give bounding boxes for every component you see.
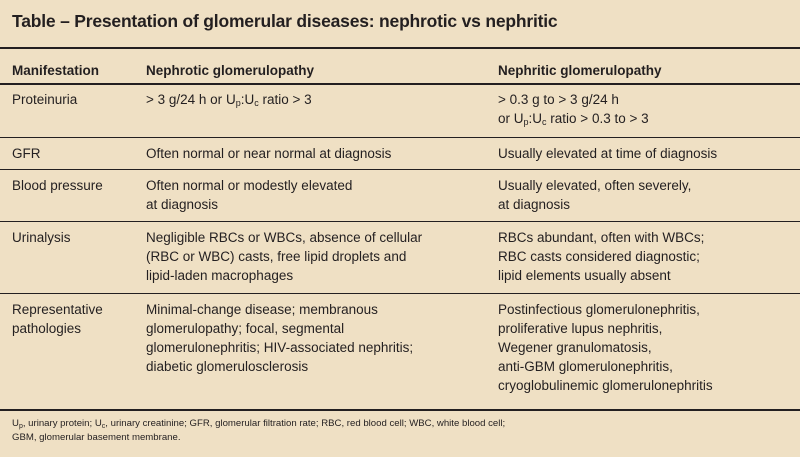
cell-line: > 0.3 g to > 3 g/24 h — [498, 92, 619, 107]
cell-line: Wegener granulomatosis, — [498, 340, 652, 355]
cell-line: or $U_p:U_c$ ratio > 0.3 to > 3 — [498, 111, 649, 127]
cell-manifestation — [12, 228, 71, 247]
cell-line: cryoglobulinemic glomerulonephritis — [498, 378, 713, 393]
footnote-line: $U_p$, urinary protein; $U_c$, urinary creatinine; GFR, glomerular filtration rate; RBC, red blood cell; WBC, white blood cell; — [12, 418, 506, 430]
row-separator — [0, 293, 800, 294]
cell-line: Blood pressure — [12, 178, 103, 193]
cell-line: pathologies — [12, 321, 82, 336]
cell-nephritic — [498, 300, 713, 395]
row-separator — [0, 137, 800, 138]
cell-line: RBCs abundant, often with WBCs; — [498, 230, 705, 245]
cell-manifestation — [12, 176, 103, 195]
cell-line: > 3 g/24 h or $U_p:U_c$ ratio > 3 — [146, 92, 312, 108]
cell-line: Often normal or near normal at diagnosis — [146, 146, 392, 161]
cell-line: lipid-laden macrophages — [146, 268, 294, 283]
cell-nephrotic — [146, 228, 422, 285]
row-separator — [0, 221, 800, 222]
table-title: Table – Presentation of glomerular diseases: nephrotic vs nephritic — [12, 11, 558, 31]
cell-manifestation — [12, 300, 103, 338]
cell-line: Usually elevated at time of diagnosis — [498, 146, 718, 161]
header-manifestation: Manifestation — [12, 63, 100, 78]
cell-line: RBC casts considered diagnostic; — [498, 249, 700, 264]
cell-nephritic — [498, 90, 649, 128]
cell-nephrotic — [146, 300, 413, 376]
cell-manifestation — [12, 144, 41, 163]
cell-line: (RBC or WBC) casts, free lipid droplets and — [146, 249, 407, 264]
footnote-line: GBM, glomerular basement membrane. — [12, 431, 181, 443]
cell-line: proliferative lupus nephritis, — [498, 321, 663, 336]
header-nephritic: Nephritic glomerulopathy — [498, 63, 662, 78]
cell-line: at diagnosis — [146, 197, 219, 212]
header-nephrotic: Nephrotic glomerulopathy — [146, 63, 315, 78]
bottom-rule — [0, 409, 800, 411]
cell-line: lipid elements usually absent — [498, 268, 671, 283]
title-rule — [0, 47, 800, 49]
cell-nephritic — [498, 144, 717, 163]
cell-line: Urinalysis — [12, 230, 71, 245]
cell-nephrotic — [146, 176, 352, 214]
cell-line: anti-GBM glomerulonephritis, — [498, 359, 673, 374]
cell-nephrotic — [146, 144, 391, 163]
cell-line: glomerulonephritis; HIV-associated nephritis; — [146, 340, 414, 355]
cell-nephritic — [498, 176, 691, 214]
cell-line: glomerulopathy; focal, segmental — [146, 321, 345, 336]
footnote — [12, 417, 505, 444]
cell-line: at diagnosis — [498, 197, 571, 212]
cell-line: Negligible RBCs or WBCs, absence of cellular — [146, 230, 423, 245]
cell-line: Proteinuria — [12, 92, 78, 107]
cell-line: Minimal-change disease; membranous — [146, 302, 378, 317]
row-separator — [0, 169, 800, 170]
cell-line: Postinfectious glomerulonephritis, — [498, 302, 700, 317]
cell-line: Representative — [12, 302, 103, 317]
cell-nephrotic — [146, 90, 312, 109]
cell-line: diabetic glomerulosclerosis — [146, 359, 309, 374]
header-rule — [0, 83, 800, 85]
cell-line: Usually elevated, often severely, — [498, 178, 692, 193]
cell-line: GFR — [12, 146, 41, 161]
cell-nephritic — [498, 228, 704, 285]
cell-line: Often normal or modestly elevated — [146, 178, 353, 193]
cell-manifestation — [12, 90, 77, 109]
